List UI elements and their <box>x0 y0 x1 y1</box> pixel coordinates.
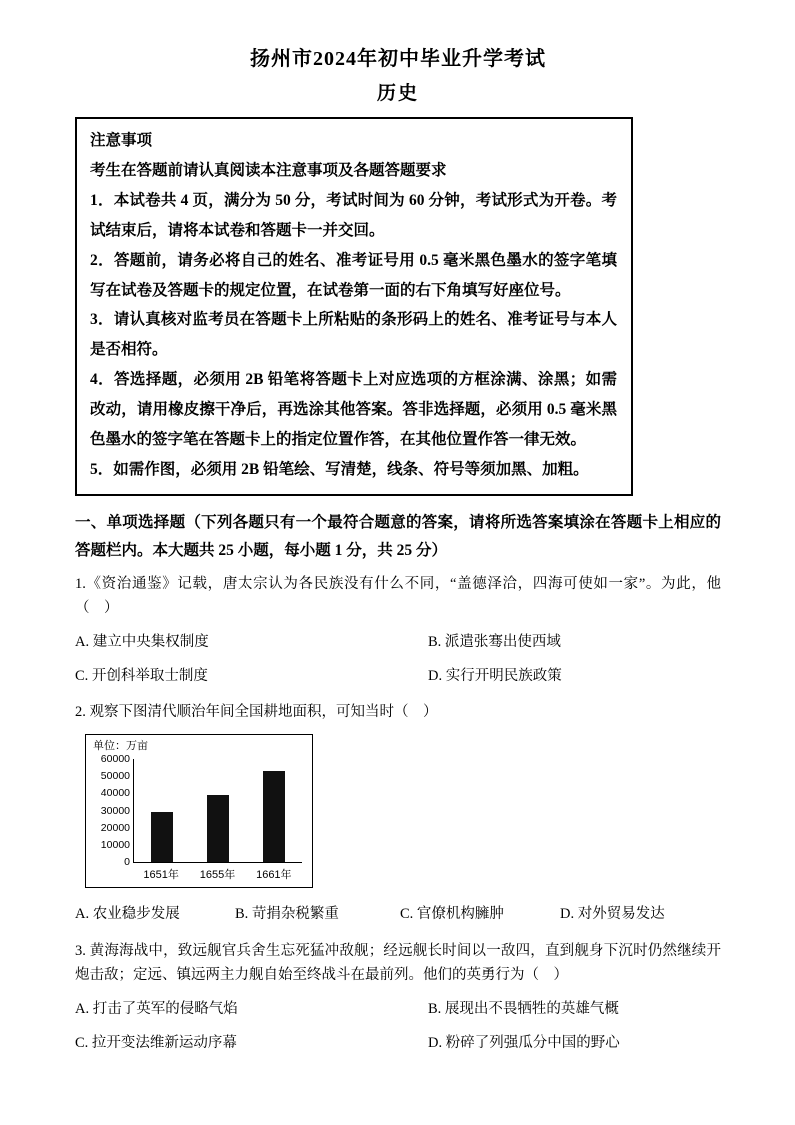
question-2 <box>75 700 721 923</box>
chart-x-axis <box>133 866 302 882</box>
question-2-option-b: B. 苛捐杂税繁重 <box>235 905 339 922</box>
question-3-option-c: C. 拉开变法维新运动序幕 <box>75 1035 237 1052</box>
chart-y-tick-label: 0 <box>124 856 130 869</box>
question-1-options <box>75 630 721 685</box>
question-1-option-d: D. 实行开明民族政策 <box>428 667 562 684</box>
chart-x-tick-label: 1655年 <box>199 868 236 881</box>
exam-title: 扬州市2024年初中毕业升学考试 <box>250 48 546 70</box>
question-1 <box>75 572 721 685</box>
question-3 <box>75 939 721 1052</box>
question-1-stem: 1.《资治通鉴》记载，唐太宗认为各民族没有什么不同，“盖德泽洽，四海可使如一家”。为此，他（ ） <box>75 575 721 617</box>
notice-item-2: 2．答题前，请务必将自己的姓名、准考证号用 0.5 毫米黑色墨水的签字笔填写在试卷及答题卡的规定位置，在试卷第一面的右下角填写好座位号。 <box>90 251 617 299</box>
exam-subject: 历史 <box>376 83 419 104</box>
chart-plot-column <box>133 754 302 882</box>
chart-y-tick-label: 50000 <box>100 770 130 783</box>
chart-plot <box>133 759 302 863</box>
section-heading: 一、单项选择题（下列各题只有一个最符合题意的答案，请将所选答案填涂在答题卡上相应的答题栏内。本大题共 25 小题，每小题 1 分，共 25 分） <box>75 513 721 559</box>
chart-y-tick-label: 60000 <box>100 752 130 765</box>
notice-box <box>75 117 633 496</box>
notice-item-1: 1．本试卷共 4 页，满分为 50 分，考试时间为 60 分钟，考试形式为开卷。考试结束后，请将本试卷和答题卡一并交回。 <box>90 191 617 239</box>
chart-y-tick-label: 10000 <box>100 839 130 852</box>
question-1-option-b: B. 派遣张骞出使西域 <box>428 633 561 650</box>
question-1-option-c: C. 开创科举取士制度 <box>75 667 208 684</box>
question-3-option-d: D. 粉碎了列强瓜分中国的野心 <box>428 1035 620 1052</box>
question-2-option-a: A. 农业稳步发展 <box>75 905 180 922</box>
question-2-option-c: C. 官僚机构臃肿 <box>400 905 504 922</box>
chart-x-tick-label: 1651年 <box>143 868 179 881</box>
land-area-bar-chart <box>85 734 313 888</box>
question-3-option-b: B. 展现出不畏牺牲的英雄气概 <box>428 1001 619 1018</box>
notice-heading: 注意事项 <box>90 132 153 149</box>
chart-body <box>91 754 302 882</box>
question-2-options <box>75 902 721 923</box>
question-3-options <box>75 997 721 1052</box>
question-2-stem: 2. 观察下图清代顺治年间全国耕地面积，可知当时（ ） <box>75 703 438 720</box>
question-3-option-a: A. 打击了英军的侵略气焰 <box>75 1001 238 1018</box>
chart-bar <box>263 771 285 862</box>
question-2-option-d: D. 对外贸易发达 <box>560 905 665 922</box>
notice-intro: 考生在答题前请认真阅读本注意事项及各题答题要求 <box>90 161 447 179</box>
chart-y-axis <box>91 754 133 868</box>
chart-bar <box>207 795 229 862</box>
notice-item-4: 4．答选择题，必须用 2B 铅笔将答题卡上对应选项的方框涂满、涂黑；如需改动，请用橡皮擦干净后，再选涂其他答案。答非选择题，必须用 0.5 毫米黑色墨水的签字笔在答题卡上的指定位置作答，在其他位置作答一律无效。 <box>90 371 617 449</box>
notice-item-3: 3．请认真核对监考员在答题卡上所粘贴的条形码上的姓名、准考证号与本人是否相符。 <box>90 311 617 359</box>
question-3-stem: 3. 黄海海战中，致远舰官兵舍生忘死猛冲敌舰；经远舰长时间以一敌四，直到舰身下沉时仍然继续开炮击敌；定远、镇远两主力舰自始至终战斗在最前列。他们的英勇行为（ ） <box>75 942 721 984</box>
chart-bar <box>151 812 173 862</box>
chart-x-tick-label: 1661年 <box>256 868 292 881</box>
notice-item-5: 5．如需作图，必须用 2B 铅笔绘、写清楚，线条、符号等须加黑、加粗。 <box>90 460 589 478</box>
question-1-option-a: A. 建立中央集权制度 <box>75 633 209 650</box>
chart-y-tick-label: 30000 <box>100 804 130 817</box>
chart-y-tick-label: 40000 <box>100 787 130 800</box>
chart-y-tick-label: 20000 <box>100 821 130 834</box>
chart-unit-label: 单位：万亩 <box>93 739 148 752</box>
